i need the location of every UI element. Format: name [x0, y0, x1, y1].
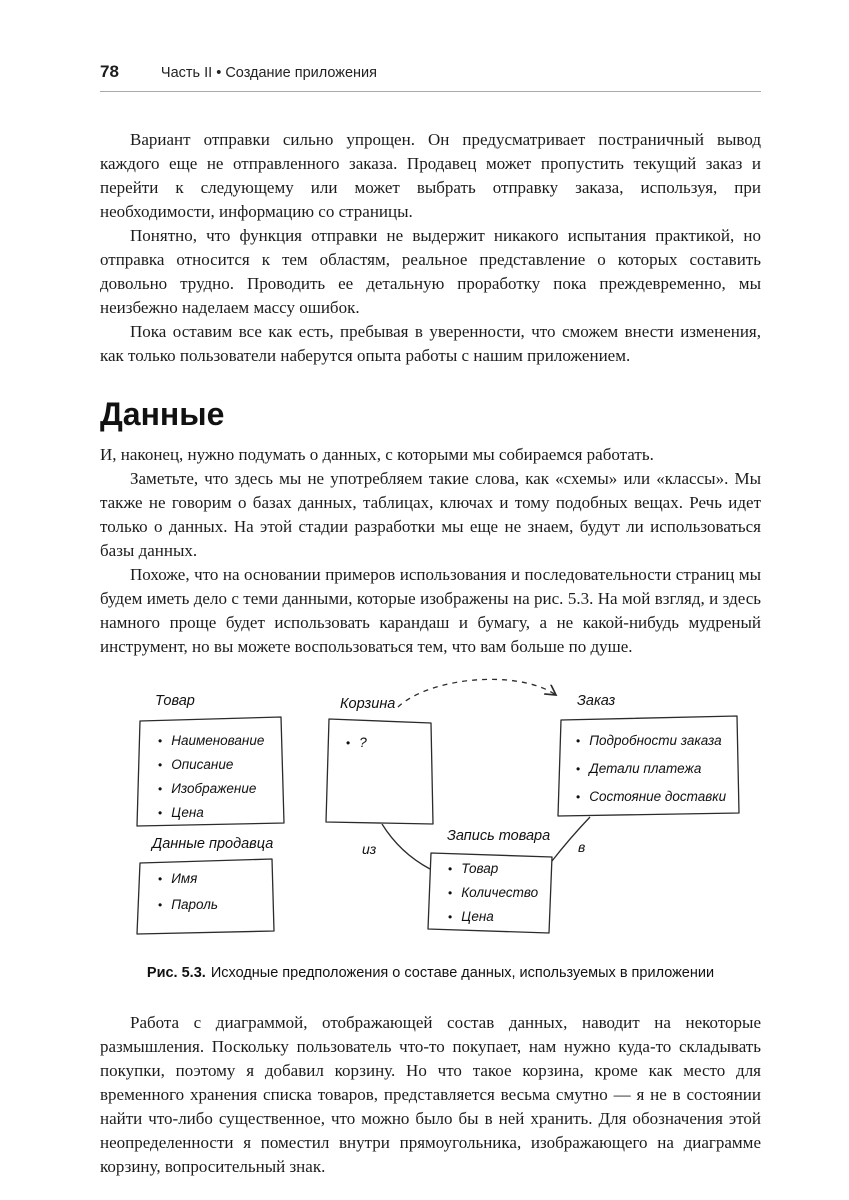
page-number: 78: [100, 62, 119, 81]
list-item: • Товар: [448, 861, 538, 885]
figure-caption-text: Исходные предположения о составе данных, используемых в приложении: [210, 965, 715, 981]
paragraph: Пока оставим все как есть, пребывая в уверенности, что сможем внести изменения, как только пользователи наберутся опыта работы с нашим приложением.: [100, 322, 761, 365]
list-item: • ?: [346, 735, 367, 750]
tovar-items: [158, 733, 264, 829]
list-item: • Количество: [448, 885, 538, 909]
paragraph: Похоже, что на основании примеров использования и последовательности страниц мы будем иметь дело с теми данными, которые изображены на рис. 5.3. На мой взгляд, и здесь намного проще будет использовать карандаш и бумагу, а не какой-нибудь мудреный инструмент, но вы можете воспользоваться тем, что вам больше по душе.: [100, 565, 761, 656]
connector-label-iz: из: [362, 841, 377, 857]
korzina-to-zapis-line: [382, 824, 430, 869]
list-item: • Описание: [158, 757, 264, 781]
paragraph: Понятно, что функция отправки не выдержит никакого испытания практикой, но отправка относится к тем областям, реальное представление о которых составить довольно трудно. Проводить ее детальную проработку пока преждевременно, мы неизбежно наделаем массу ошибок.: [100, 226, 761, 317]
paragraph: И, наконец, нужно подумать о данных, с которыми мы собираемся работать.: [100, 445, 654, 464]
tovar-title: Товар: [155, 693, 195, 709]
connector-label-v: в: [578, 839, 586, 855]
list-item: • Имя: [158, 871, 218, 897]
list-item: • Пароль: [158, 897, 218, 923]
list-item: • Подробности заказа: [576, 733, 726, 761]
paragraph: Вариант отправки сильно упрощен. Он предусматривает постраничный вывод каждого еще не отправленного заказа. Продавец может пропустить текущий заказ и перейти к следующему или может выбрать отправку заказа, используя, при необходимости, информацию со страницы.: [100, 130, 761, 221]
korzina-to-zakaz-arrow: [398, 679, 556, 707]
prodavets-items: [158, 871, 218, 923]
closing-paragraphs: [100, 1011, 761, 1179]
list-item: • Цена: [448, 909, 538, 933]
paragraph: Заметьте, что здесь мы не употребляем такие слова, как «схемы» или «классы». Мы также не говорим о базах данных, таблицах, ключах и тому подобных вещах. Речь идет только о данных. На этой стадии разработки мы еще не знаем, будут ли использоваться базы данных.: [100, 469, 761, 560]
zapis-title: Запись товара: [447, 828, 551, 844]
zapis-items: [448, 861, 538, 933]
list-item: • Цена: [158, 805, 264, 829]
figure-caption: [100, 965, 761, 981]
list-item: • Детали платежа: [576, 761, 726, 789]
korzina-box: [326, 719, 433, 824]
running-head: [100, 62, 761, 92]
data-model-diagram: [100, 673, 760, 953]
list-item: • Состояние доставки: [576, 789, 726, 817]
korzina-title: Корзина: [340, 696, 396, 712]
zakaz-title: Заказ: [577, 693, 616, 709]
paragraph: Работа с диаграммой, отображающей состав данных, наводит на некоторые размышления. Поскольку пользователь что-то покупает, нам нужно куда-то складывать покупки, поэтому я добавил корзину. Но что такое корзина, кроме как место для временного хранения списка товаров, представляется весьма смутно — я не в состоянии найти что-либо существенное, что можно было бы в ней хранить. Для обозначения этой неопределенности я поместил внутри прямоугольника, изображающего на диаграмме корзину, вопросительный знак.: [100, 1013, 761, 1176]
korzina-items: [346, 735, 367, 750]
list-item: • Наименование: [158, 733, 264, 757]
intro-paragraphs: [100, 128, 761, 368]
figure-caption-label: Рис. 5.3.: [146, 965, 206, 981]
running-head-title: Часть II • Создание приложения: [160, 65, 378, 81]
prodavets-title: Данные продавца: [152, 836, 274, 852]
section-paragraphs: [100, 443, 761, 659]
section-title: Данные: [100, 396, 225, 432]
list-item: • Изображение: [158, 781, 264, 805]
zakaz-items: [576, 733, 726, 817]
